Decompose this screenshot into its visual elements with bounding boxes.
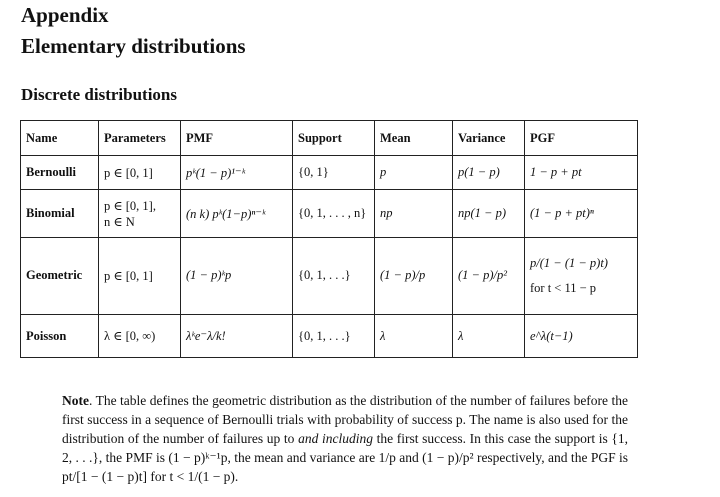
table-row-bernoulli: [21, 156, 638, 190]
note-text-part-2: the first success. In this case the support is {1, 2, . . .}, the PMF is (1 − p)ᵏ⁻¹p, the mean and variance are 1/p and (1 − p)/p² respectively, and the PGF is pt/[1 − (1 − p)t] for t < 1/(1 − p).: [62, 431, 629, 484]
row-name: Binomial: [21, 190, 99, 237]
table-row-geometric: [21, 237, 638, 314]
note-label: Note: [62, 393, 89, 408]
column-header-mean: Mean: [375, 121, 453, 156]
column-header-support: Support: [293, 121, 375, 156]
appendix-heading: Appendix: [21, 3, 109, 27]
row-name: Geometric: [21, 237, 99, 314]
table-header-row: [21, 121, 638, 156]
row-pmf: pᵏ(1 − p)¹⁻ᵏ: [181, 156, 293, 190]
row-parameters: λ ∈ [0, ∞): [99, 315, 181, 358]
row-pmf: (n k) pᵏ(1−p)ⁿ⁻ᵏ: [181, 190, 293, 237]
table-note: [62, 391, 628, 486]
table-row-poisson: [21, 315, 638, 358]
row-pgf: e^λ(t−1): [525, 315, 638, 358]
row-support: {0, 1}: [293, 156, 375, 190]
row-pgf: 1 − p + pt: [525, 156, 638, 190]
row-mean: p: [375, 156, 453, 190]
row-mean: np: [375, 190, 453, 237]
row-pgf: [525, 237, 638, 314]
row-mean: (1 − p)/p: [375, 237, 453, 314]
pgf-condition: for t < 11 − p: [530, 281, 597, 296]
row-support: {0, 1, . . .}: [293, 237, 375, 314]
note-emphasis: and including: [298, 431, 373, 446]
distributions-table: [20, 120, 638, 358]
row-support: {0, 1, . . .}: [293, 315, 375, 358]
column-header-variance: Variance: [453, 121, 525, 156]
column-header-name: Name: [21, 121, 99, 156]
section-heading: Elementary distributions: [21, 34, 246, 58]
row-pmf: λᵏe⁻λ/k!: [181, 315, 293, 358]
row-variance: (1 − p)/p²: [453, 237, 525, 314]
pgf-expression: p/(1 − (1 − p)t): [530, 256, 608, 271]
row-mean: λ: [375, 315, 453, 358]
column-header-pmf: PMF: [181, 121, 293, 156]
row-support: {0, 1, . . . , n}: [293, 190, 375, 237]
table-row-binomial: [21, 190, 638, 237]
row-pmf: (1 − p)ᵏp: [181, 237, 293, 314]
row-pgf: (1 − p + pt)ⁿ: [525, 190, 638, 237]
row-variance: np(1 − p): [453, 190, 525, 237]
subsection-heading: Discrete distributions: [21, 85, 177, 104]
row-parameters: p ∈ [0, 1]: [99, 237, 181, 314]
column-header-parameters: Parameters: [99, 121, 181, 156]
row-parameters: [99, 190, 181, 237]
row-parameters: p ∈ [0, 1]: [99, 156, 181, 190]
row-name: Bernoulli: [21, 156, 99, 190]
column-header-pgf: PGF: [525, 121, 638, 156]
row-name: Poisson: [21, 315, 99, 358]
row-variance: λ: [453, 315, 525, 358]
row-variance: p(1 − p): [453, 156, 525, 190]
note-text-part-1: . The table defines the geometric distribution as the distribution of the number of failures before the first success in a sequence of Bernoulli trials with probability of success p. The name is also used for the distribution of the number of failures up to: [62, 393, 628, 446]
parameter-line: n ∈ N: [104, 214, 135, 229]
parameter-line: p ∈ [0, 1],: [104, 198, 156, 213]
